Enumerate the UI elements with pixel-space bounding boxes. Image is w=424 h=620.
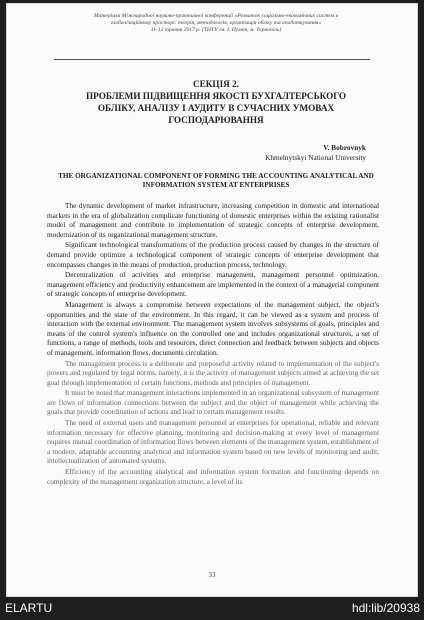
paragraph: The need of external users and management personnel at enterprises for operational, reliable and relevant information necessary for effective planning, monitoring and decision-making at every level of management requires mutual coordination of information flows between elements of the management system, establishment of a modern, adaptable accounting analytical and information system based on new levels of monitoring and audit, intellectualization of automated systems. <box>47 418 379 466</box>
running-head-line: глобалізаційному просторі: теорія, методологія, організація обліку та оподаткування» <box>110 20 322 26</box>
document-page <box>6 3 418 597</box>
body-text <box>47 201 379 487</box>
header-rule <box>54 59 370 60</box>
running-head-line: 11-12 травня 2017 р. (ТНТУ ім. І. Пулюя, м. Тернопіль) <box>150 27 282 33</box>
paper-title: THE ORGANIZATIONAL COMPONENT OF FORMING THE ACCOUNTING ANALYTICAL AND INFORMATION SYSTEM AT ENTERPRISES <box>58 172 374 190</box>
paragraph: Significant technological transformations of the production process caused by changes in the structure of demand provide optimize a technological component of strategic concepts of enterprise development that encompasses changes in the means of production, production process, technology. <box>47 240 379 269</box>
running-head <box>66 13 366 34</box>
paragraph: The management process is a deliberate and purposeful activity related to implementation of the subject's powers and regulated by legal norms, namely, it is the activity of management subjects aimed at achieving the set goal through implementation of certain functions, methods and principles of management. <box>47 358 379 387</box>
repository-footer <box>0 597 424 620</box>
paragraph: Management is always a compromise between expectations of the management subject, the object's opportunities and the state of the environment. In this regard, it can be viewed as a system and process of interaction with the external environment. The management system involves subsystems of goals, principles and means of the control system's influence on the controlled one and includes organizational structures, a set of functions, a range of methods, tools and resources, direct connection and feedback between subjects and objects of management, information flows, documents circulation. <box>47 299 379 357</box>
paragraph: Efficiency of the accounting analytical and information system formation and functioning depends on complexity of the management organization structure, a level of its <box>47 467 379 486</box>
paragraph: It must be noted that management interactions implemented in an organizational subsystem of management are flows of information connections between the subject and the object of management while achieving the goals that provide coordination of actions and lead to certain management results. <box>47 388 379 417</box>
handle-identifier[interactable]: hdl:lib/20938 <box>351 601 420 615</box>
paragraph: The dynamic development of market infrastructure, increasing competition in domestic and international markets in the era of globalization complicate functioning of domestic enterprises within the existing rationalist model of management and contribute to implementation of strategic concepts of enterprise development, modernization of its organizational management structure. <box>47 201 379 239</box>
page-number: 33 <box>208 571 216 579</box>
section-heading-line: СЕКЦІЯ 2. <box>193 79 239 89</box>
repository-name[interactable]: ELARTU <box>5 601 53 615</box>
author-block <box>265 143 366 163</box>
author-affiliation: Khmelnytskyi National University <box>265 153 366 162</box>
section-heading <box>66 78 366 126</box>
paragraph: Decentralization of activities and enterprise management, management personnel optimization, management efficiency and productivity enhancement are implemented in the context of a managerial component of strategic concepts of enterprise development. <box>47 270 379 299</box>
section-heading-line: ГОСПОДАРЮВАННЯ <box>168 115 264 125</box>
section-heading-line: ОБЛІКУ, АНАЛІЗУ І АУДИТУ В СУЧАСНИХ УМОВАХ <box>97 103 335 113</box>
author-name: V. Bobrovnyk <box>323 143 366 152</box>
section-heading-line: ПРОБЛЕМИ ПІДВИЩЕННЯ ЯКОСТІ БУХГАЛТЕРСЬКОГО <box>86 91 346 101</box>
running-head-line: Матеріали Міжнародної науково-практичної конференції «Розвиток соціально-економічних систем в <box>93 13 339 19</box>
